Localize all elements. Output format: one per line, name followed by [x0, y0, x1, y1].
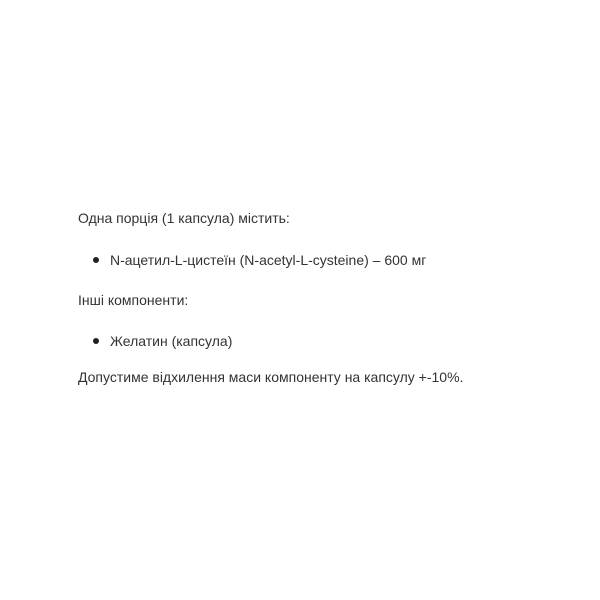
ingredient-text: Желатин (капсула) — [110, 333, 233, 349]
other-ingredients-list — [78, 331, 578, 351]
ingredient-text: N-ацетил-L-цистеїн (N-acetyl-L-cysteine) – 600 мг — [110, 252, 427, 268]
list-item — [78, 331, 578, 351]
serving-heading: Одна порція (1 капсула) містить: — [78, 210, 290, 226]
other-components-heading: Інші компоненти: — [78, 292, 189, 308]
bullet-icon — [93, 257, 99, 263]
bullet-icon — [93, 338, 99, 344]
ingredients-section — [78, 208, 578, 387]
mass-deviation-note: Допустиме відхилення маси компоненту на капсулу +-10%. — [78, 369, 464, 385]
list-item — [78, 250, 578, 270]
active-ingredients-list — [78, 250, 578, 270]
